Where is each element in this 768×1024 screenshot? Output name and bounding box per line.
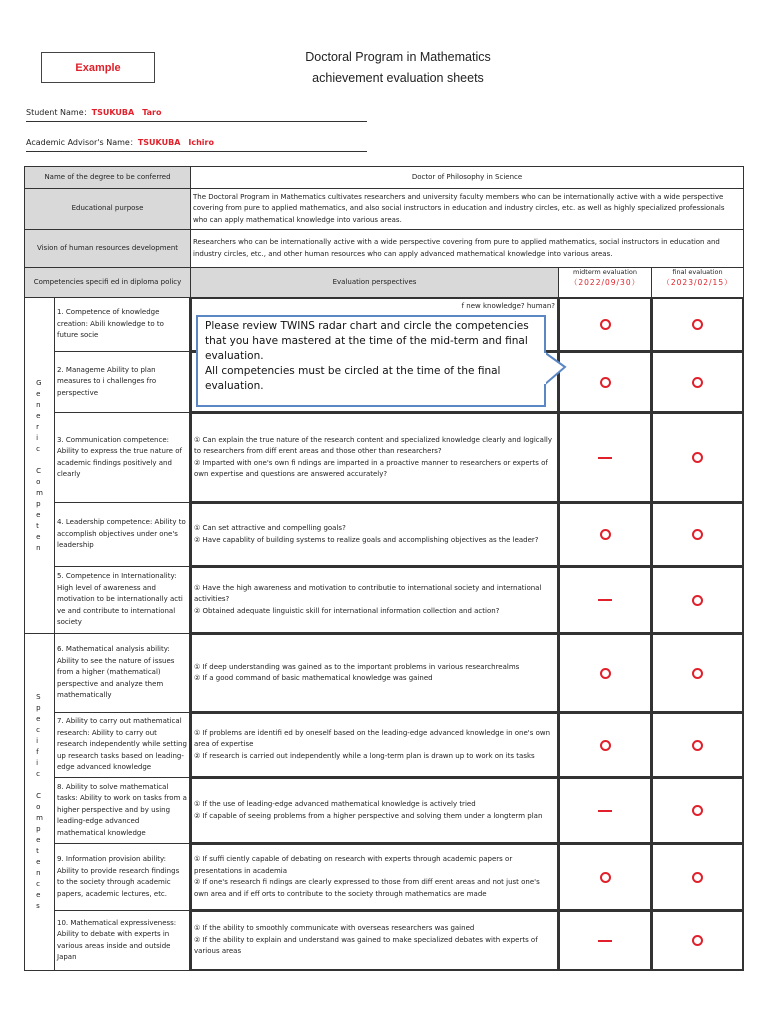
student-name-value: TSUKUBA Taro (91, 108, 162, 117)
group-letter: i (36, 737, 39, 745)
competency-cell: 9. Information provision ability: Ability to provide research findings to the society through academic papers, academic lectures, etc. (54, 843, 191, 911)
perspectives-cell: ① Can explain the true nature of the research content and specialized knowledge clearly and logically to researchers from diff erent areas and those other than researchers? ② Imparted with one's own fi ndings are imparted in a proactive manner to researchers or experts of own expertise and questions are answered accurately? (190, 412, 559, 503)
group-letter: p (36, 704, 41, 712)
competency-cell: 1. Competence of knowledge creation: Abili knowledge to to future socie (54, 297, 191, 352)
competency-cell: 7. Ability to carry out mathematical research: Ability to carry out research independently while setting up research tasks based on leading-edge advanced knowledge (54, 712, 191, 778)
group-letter: m (36, 814, 43, 822)
group-letter: e (36, 411, 41, 420)
purpose-value: The Doctoral Program in Mathematics cultivates researchers and university faculty members who can be internationally active with a wide perspective covering from pure to applied mathematics, and also social instructors in education and industry circles, etc. as well as highly specialized professionals who can apply mathematical knowledge into various areas. (190, 188, 744, 230)
midterm-date: （2022/09/30） (569, 277, 641, 287)
advisor-name-label: Academic Advisor's Name： (26, 138, 138, 147)
group-letter: c (36, 880, 40, 888)
group-letter: t (36, 847, 39, 855)
perspectives-cell: ① If deep understanding was gained as to the important problems in various researchrealms ② If a good command of basic mathematical knowledge was gained (190, 633, 559, 713)
perspectives-cell: ① If the use of leading-edge advanced mathematical knowledge is actively tried ② If capable of seeing problems from a higher perspective and solving them under a longterm plan (190, 777, 559, 844)
advisor-name-value: TSUKUBA Ichiro (137, 138, 214, 147)
student-name-label: Student Name： (26, 108, 92, 117)
group-letter: i (36, 433, 39, 442)
perspectives-cell: ① If the ability to smoothly communicate with overseas researchers was gained ② If the ability to explain and understand was gained to make specialized debates with experts of various areas (190, 910, 559, 971)
perspectives-cell: ① If problems are identifi ed by oneself based on the leading-edge advanced knowledge in one's own area of expertise ② If research is carried out independently while a long-term plan is drawn up to work on its tasks (190, 712, 559, 778)
group-letter: G (36, 378, 42, 387)
perspectives-cell: f new knowledge? human? (190, 297, 559, 352)
callout-text-1: Please review TWINS radar chart and circle the competencies that you have mastered at the time of the mid-term and final evaluation. (205, 320, 529, 362)
midterm-label: midterm evaluation (573, 268, 637, 276)
group-letter: r (36, 422, 39, 431)
competency-cell: 2. Manageme Ability to plan measures to i challenges fro perspective (54, 351, 191, 413)
group-letter: t (36, 521, 39, 530)
competency-cell: 3. Communication competence: Ability to express the true nature of academic findings positively and clearly (54, 412, 191, 503)
instruction-callout (196, 315, 546, 407)
vision-label: Vision of human resources development (24, 229, 191, 268)
degree-label: Name of the degree to be conferred (24, 166, 191, 189)
group-letter: n (36, 543, 41, 552)
group-letter: m (36, 488, 43, 497)
group-letter: e (36, 389, 41, 398)
group-letter: o (36, 477, 41, 486)
group-letter: e (36, 532, 41, 541)
header-competencies: Competencies specifi ed in diploma policy (24, 267, 191, 298)
vision-value: Researchers who can be internationally active with a wide perspective covering from pure to applied mathematics, social instructors in education and industry circles, etc., and other human resources who can apply advanced mathematical knowledge into various areas. (190, 229, 744, 268)
degree-value: Doctor of Philosophy in Science (190, 166, 744, 189)
group-letter: c (36, 770, 40, 778)
document-title-line1: Doctoral Program in Mathematics (305, 50, 491, 64)
group-letter: c (36, 726, 40, 734)
callout-text-2: All competencies must be circled at the time of the final evaluation. (205, 365, 501, 392)
group-letter: C (36, 792, 41, 800)
competency-cell: 8. Ability to solve mathematical tasks: Ability to work on tasks from a higher perspective and by using leading-edge advanced mathematical knowledge (54, 777, 191, 844)
group-letter: e (36, 715, 41, 723)
competency-cell: 10. Mathematical expressiveness: Ability to debate with experts in various areas inside and outside Japan (54, 910, 191, 971)
group-letter: C (36, 466, 41, 475)
group-letter: p (36, 499, 41, 508)
competency-cell: 6. Mathematical analysis ability: Ability to see the nature of issues from a higher (mathematical) perspective and analyze them mathematically (54, 633, 191, 713)
group-letter: i (36, 759, 39, 767)
group-letter: o (36, 803, 41, 811)
group-letter: e (36, 510, 41, 519)
final-label: final evaluation (672, 268, 723, 276)
header-perspectives: Evaluation perspectives (190, 267, 559, 298)
group-letter: e (36, 836, 41, 844)
example-label: Example (41, 52, 155, 83)
perspectives-cell: ① Have the high awareness and motivation to contributie to international society and international activities? ② Obtained adequate linguistic skill for international information collection and action? (190, 566, 559, 634)
group-letter: s (36, 902, 40, 910)
purpose-label: Educational purpose (24, 188, 191, 230)
group-letter: e (36, 858, 41, 866)
perspectives-cell: ① Can set attractive and compelling goals? ② Have capablity of building systems to realize goals and accomplishing objectives as the leader? (190, 502, 559, 567)
group-letter: S (36, 693, 41, 701)
callout-pointer-joint (541, 353, 546, 384)
competency-cell: 4. Leadership competence: Ability to accomplish objectives under one's leadership (54, 502, 191, 567)
group-letter: n (36, 400, 41, 409)
competency-cell: 5. Competence in Internationality: High level of awareness and motivation to be internationally acti ve and contribute to international society (54, 566, 191, 634)
group-letter: f (36, 748, 39, 756)
group-letter: p (36, 825, 41, 833)
document-title-line2: achievement evaluation sheets (312, 71, 484, 85)
final-date: （2023/02/15） (662, 277, 733, 287)
group-letter: c (36, 444, 40, 453)
perspectives-cell: ① If suffi ciently capable of debating on research with experts through academic papers or presentations in academia ② If one's research fi ndings are clearly expressed to those from diff erent areas and not just one's own area and if eff orts to contribute to the society through mathematics are made (190, 843, 559, 911)
group-letter: e (36, 891, 41, 899)
group-letter: n (36, 869, 41, 877)
